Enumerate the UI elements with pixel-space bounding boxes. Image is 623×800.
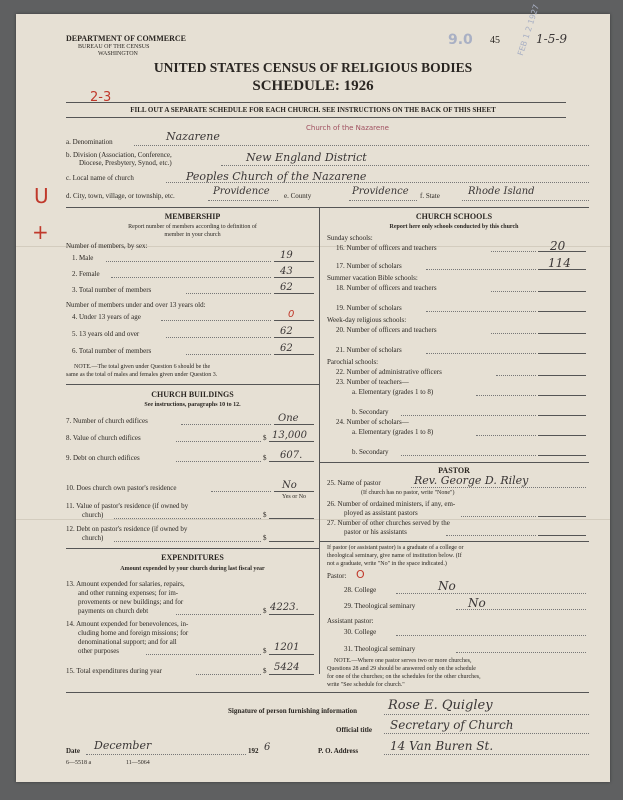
q11-label: 11. Value of pastor's residence (if owned by: [66, 502, 189, 510]
local-name-value: Peoples Church of the Nazarene: [186, 170, 367, 183]
q11-label-2: church): [82, 511, 104, 519]
q30-label: 30. College: [344, 628, 377, 636]
census-form-sheet: [16, 3, 610, 782]
pastor-note-4: write "See schedule for church.": [327, 682, 405, 688]
q31-label: 31. Theological seminary: [344, 645, 416, 653]
q23-label: 23. Number of teachers—: [336, 378, 409, 386]
q24b-label: b. Secondary: [352, 448, 389, 456]
q23a-label: a. Elementary (grades 1 to 8): [352, 388, 434, 396]
city-heading: WASHINGTON: [98, 51, 138, 57]
red-mark-plus: +: [32, 220, 49, 244]
received-stamp: FEB 1 2 1927: [516, 3, 542, 57]
division-value: New England District: [246, 151, 367, 164]
county-label: e. County: [284, 192, 312, 200]
membership-note-2: same as the total of males and females given under Question 3.: [66, 372, 218, 378]
q29-label: 29. Theological seminary: [344, 602, 416, 610]
state-label: f. State: [420, 192, 440, 200]
sunday-schools-label: Sunday schools:: [327, 234, 373, 242]
q13-dollar: $: [263, 607, 267, 615]
membership-intro-2: member in your church: [164, 232, 221, 238]
age-intro-label: Number of members under and over 13 years old:: [66, 301, 206, 309]
year-value: 6: [264, 742, 271, 753]
pastor-note-3: for one of the churches; on the schedules for the other churches,: [327, 674, 481, 680]
q23b-label: b. Secondary: [352, 408, 389, 416]
city-value: Providence: [213, 186, 270, 197]
q5-value: 62: [280, 326, 293, 337]
fold-crease: [16, 519, 610, 520]
q20-label: 20. Number of officers and teachers: [336, 326, 437, 334]
q3-label: 3. Total number of members: [72, 286, 152, 294]
handwritten-date: 1-5-9: [536, 32, 568, 46]
q16-value: 20: [550, 239, 566, 253]
q16-label: 16. Number of officers and teachers: [336, 244, 437, 252]
q2-label: 2. Female: [72, 270, 100, 278]
q24a-label: a. Elementary (grades 1 to 8): [352, 428, 434, 436]
pastor-note-2: Questions 28 and 29 should be answered only on the schedule: [327, 666, 476, 672]
q10-yesno: Yes or No: [282, 494, 307, 500]
department-heading: DEPARTMENT OF COMMERCE: [66, 34, 187, 43]
form-title: UNITED STATES CENSUS OF RELIGIOUS BODIES: [153, 60, 473, 75]
po-address-value: 14 Van Buren St.: [390, 739, 494, 753]
official-title-value: Secretary of Church: [390, 718, 514, 732]
q13-label-2: and other running expenses; for im-: [78, 589, 179, 597]
q14-label: 14. Amount expended for benevolences, in-: [66, 620, 189, 628]
graduate-instructions-3: not a graduate, write "No" in the space indicated.): [327, 561, 447, 567]
q12-label: 12. Debt on pastor's residence (if owned by: [66, 525, 188, 533]
q28-label: 28. College: [344, 586, 377, 594]
signature-label: Signature of person furnishing information: [228, 707, 357, 715]
denomination-label: a. Denomination: [66, 138, 113, 146]
q28-value: No: [438, 579, 456, 593]
pastor-sub-label: Pastor:: [327, 572, 347, 580]
q8-dollar: $: [263, 434, 267, 442]
q10-value: No: [282, 480, 297, 491]
membership-heading: MEMBERSHIP: [164, 212, 221, 221]
q14-dollar: $: [263, 647, 267, 655]
q8-label: 8. Value of church edifices: [66, 434, 141, 442]
q11-dollar: $: [263, 511, 267, 519]
division-label-2: Diocese, Presbytery, Synod, etc.): [79, 159, 172, 167]
q15-label: 15. Total expenditures during year: [66, 667, 162, 675]
q17-value: 114: [548, 256, 571, 270]
q21-label: 21. Number of scholars: [336, 346, 402, 354]
year-label: 192: [248, 747, 259, 755]
denomination-stamp: Church of the Nazarene: [306, 124, 389, 132]
q6-label: 6. Total number of members: [72, 347, 152, 355]
q27-label: 27. Number of other churches served by the: [327, 519, 450, 527]
buildings-heading: CHURCH BUILDINGS: [151, 390, 234, 399]
summer-schools-label: Summer vacation Bible schools:: [327, 274, 418, 282]
q24-label: 24. Number of scholars—: [336, 418, 409, 426]
q4-value: 0: [288, 309, 295, 320]
q3-value: 62: [280, 282, 293, 293]
membership-note: NOTE.—The total given under Question 6 should be the: [74, 364, 211, 370]
weekday-schools-label: Week-day religious schools:: [327, 316, 407, 324]
bureau-heading: BUREAU OF THE CENSUS: [78, 44, 150, 50]
q27-label-2: pastor or his assistants: [344, 528, 407, 536]
q26-label: 26. Number of ordained ministers, if any, em-: [327, 500, 456, 508]
q14-label-3: denominational support; and for all: [78, 638, 177, 646]
pastor-note: NOTE.—Where one pastor serves two or more churches,: [334, 658, 472, 664]
denomination-value: Nazarene: [166, 130, 220, 143]
q29-value: No: [468, 596, 486, 610]
q5-label: 5. 13 years old and over: [72, 330, 140, 338]
q15-dollar: $: [263, 667, 267, 675]
assistant-pastor-label: Assistant pastor:: [327, 617, 374, 625]
instructions-line: FILL OUT A SEPARATE SCHEDULE FOR EACH CHURCH. SEE INSTRUCTIONS ON THE BACK OF THIS SHEET: [130, 106, 496, 114]
official-title-label: Official title: [336, 726, 372, 734]
q14-label-2: cluding home and foreign missions; for: [78, 629, 189, 637]
q7-label: 7. Number of church edifices: [66, 417, 148, 425]
q9-value: 607.: [280, 450, 303, 461]
q2-value: 43: [280, 266, 293, 277]
q4-label: 4. Under 13 years of age: [72, 313, 141, 321]
q18-label: 18. Number of officers and teachers: [336, 284, 437, 292]
expenditures-heading: EXPENDITURES: [161, 553, 224, 562]
schedule-title: SCHEDULE: 1926: [252, 78, 374, 94]
q1-label: 1. Male: [72, 254, 94, 262]
q13-label-3: provements or new buildings; and for: [78, 598, 184, 606]
schools-sub: Report here only schools conducted by this church: [389, 224, 519, 230]
q25-label: 25. Name of pastor: [327, 479, 381, 487]
q6-value: 62: [280, 343, 293, 354]
division-label: b. Division (Association, Conference,: [66, 151, 172, 159]
print-number: 11—5064: [126, 760, 150, 766]
q26-label-2: ployed as assistant pastors: [344, 509, 418, 517]
form-number: 6—5518 a: [66, 760, 92, 766]
q22-label: 22. Number of administrative officers: [336, 368, 442, 376]
membership-intro: Report number of members according to definition of: [128, 224, 257, 230]
code-stamp: 9.0: [448, 32, 473, 48]
red-mark-u: U: [34, 184, 49, 208]
q13-label-4: payments on church debt: [78, 607, 149, 615]
parochial-schools-label: Parochial schools:: [327, 358, 379, 366]
city-label: d. City, town, village, or township, etc.: [66, 192, 175, 200]
q17-label: 17. Number of scholars: [336, 262, 402, 270]
expenditures-sub: Amount expended by your church during last fiscal year: [120, 566, 265, 572]
q14-value: 1201: [274, 642, 300, 653]
pastor-heading: PASTOR: [438, 466, 470, 475]
date-value: December: [94, 739, 152, 752]
q8-value: 13,000: [272, 430, 307, 441]
q14-label-4: other purposes: [78, 647, 120, 655]
q25-value: Rev. George D. Riley: [414, 474, 529, 487]
schools-heading: CHURCH SCHOOLS: [415, 212, 493, 221]
q12-label-2: church): [82, 534, 104, 542]
red-mark-2-3: 2-3: [90, 90, 112, 105]
members-by-sex-label: Number of members, by sex:: [66, 242, 148, 250]
q10-label: 10. Does church own pastor's residence: [66, 484, 177, 492]
q9-dollar: $: [263, 454, 267, 462]
q25-note: (If church has no pastor, write "None"): [361, 490, 455, 496]
q12-dollar: $: [263, 534, 267, 542]
pastor-red-mark: O: [356, 568, 365, 581]
graduate-instructions-2: theological seminary, give name of institution below. (If: [327, 553, 462, 559]
q13-value: 4223.: [270, 602, 299, 613]
q13-label: 13. Amount expended for salaries, repairs,: [66, 580, 185, 588]
local-name-label: c. Local name of church: [66, 174, 134, 182]
date-label: Date: [66, 747, 80, 755]
state-value: Rhode Island: [468, 186, 535, 197]
county-value: Providence: [352, 186, 409, 197]
q15-value: 5424: [274, 662, 300, 673]
graduate-instructions: If pastor (or assistant pastor) is a graduate of a college or: [327, 545, 464, 551]
signature-value: Rose E. Quigley: [388, 698, 493, 713]
q7-value: One: [278, 413, 299, 424]
code-number: 45: [490, 35, 500, 46]
po-address-label: P. O. Address: [318, 747, 359, 755]
q1-value: 19: [280, 250, 293, 261]
buildings-sub: See instructions, paragraphs 10 to 12.: [144, 402, 241, 408]
q19-label: 19. Number of scholars: [336, 304, 402, 312]
q9-label: 9. Debt on church edifices: [66, 454, 140, 462]
